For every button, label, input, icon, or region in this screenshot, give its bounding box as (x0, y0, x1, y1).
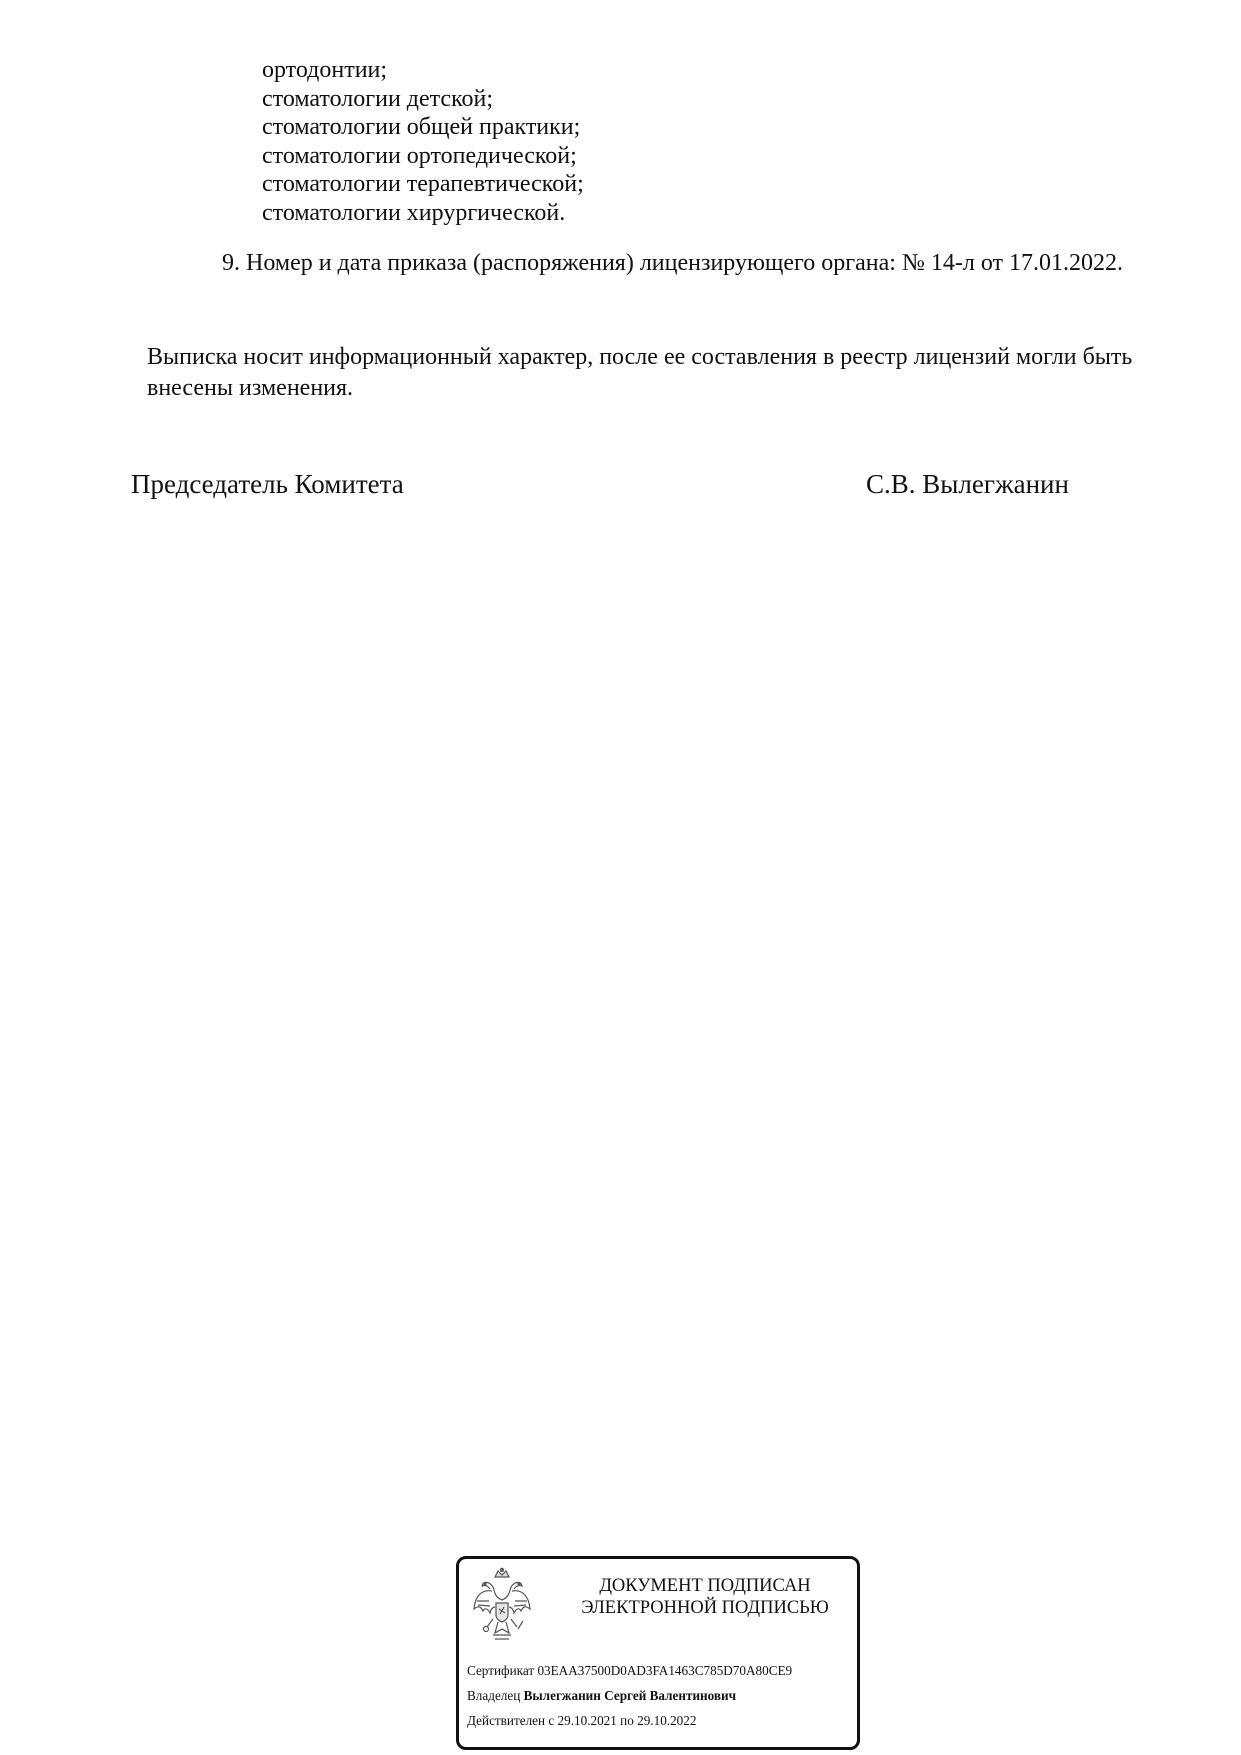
stamp-details (467, 1658, 792, 1733)
stamp-title (555, 1575, 855, 1619)
stamp-title-line-2: ЭЛЕКТРОННОЙ ПОДПИСЬЮ (581, 1598, 829, 1618)
informational-note (147, 342, 1187, 404)
specialty-item: стоматологии ортопедической; (262, 142, 577, 169)
specialty-item: стоматологии хирургической. (262, 199, 566, 226)
specialty-list (262, 56, 584, 227)
owner-row (467, 1683, 792, 1708)
owner-label: Владелец (467, 1688, 521, 1703)
certificate-label: Сертификат (467, 1663, 535, 1678)
specialty-item: стоматологии детской; (262, 85, 494, 112)
electronic-signature-stamp (456, 1556, 860, 1750)
stamp-title-line-1: ДОКУМЕНТ ПОДПИСАН (599, 1576, 811, 1596)
specialty-item: стоматологии общей практики; (262, 114, 581, 140)
owner-value: Вылегжанин Сергей Валентинович (523, 1688, 737, 1703)
signatory-name: С.В. Вылегжанин (866, 469, 1069, 499)
validity-row: Действителен с 29.10.2021 по 29.10.2022 (467, 1713, 697, 1728)
eagle-emblem-icon (471, 1567, 533, 1649)
certificate-row (467, 1658, 792, 1683)
certificate-value: 03EAA37500D0AD3FA1463C785D70A80CE9 (537, 1663, 793, 1678)
specialty-item: стоматологии терапевтической; (262, 171, 584, 197)
order-number-line: 9. Номер и дата приказа (распоряжения) лицензирующего органа: № 14-л от 17.01.2022. (222, 250, 1123, 276)
note-line-1: Выписка носит информационный характер, после ее составления в реестр лицензий могли быть (147, 344, 1133, 370)
note-line-2: внесены изменения. (147, 375, 354, 401)
signatory-position: Председатель Комитета (131, 469, 404, 499)
specialty-item: ортодонтии; (262, 57, 388, 83)
